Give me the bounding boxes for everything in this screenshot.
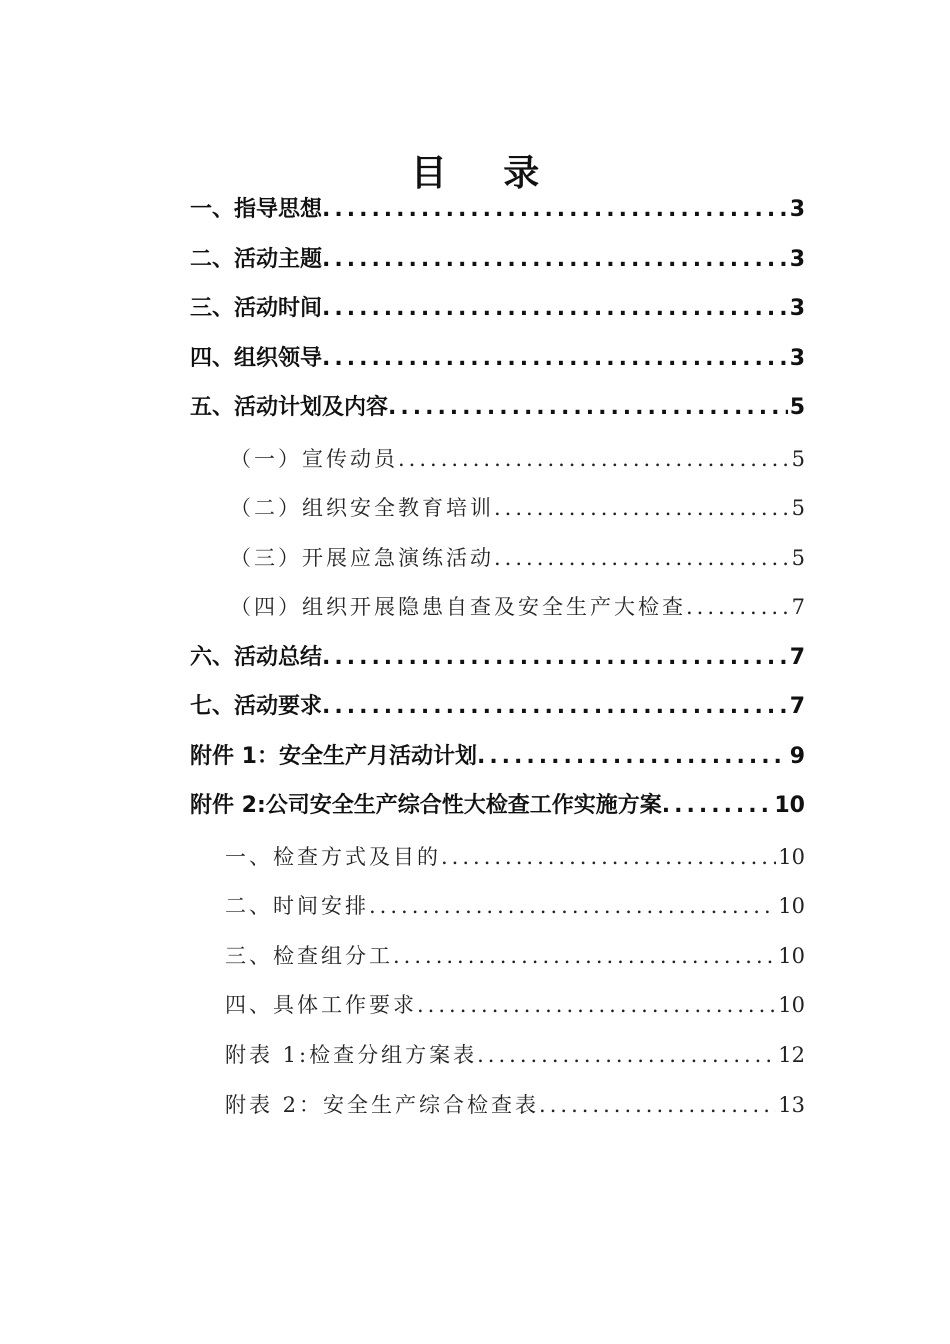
toc-entry-label: 附件 2:公司安全生产综合性大检查工作实施方案 <box>190 793 662 818</box>
toc-dot-leader <box>322 243 788 277</box>
toc-entry-inspection-method[interactable] <box>225 840 805 874</box>
toc-entry-label: （二）组织安全教育培训 <box>230 496 494 520</box>
toc-entry-label: 二、时间安排 <box>225 894 369 918</box>
toc-entry-label: 五、活动计划及内容 <box>190 395 389 420</box>
toc-dot-leader <box>477 740 788 774</box>
toc-entry-label: 一、指导思想 <box>190 197 323 222</box>
toc-dot-leader <box>398 442 790 476</box>
toc-dot-leader <box>494 491 790 525</box>
toc-page-number: 7 <box>789 694 805 719</box>
toc-page-number: 7 <box>789 645 805 670</box>
toc-page-number: 3 <box>789 346 805 371</box>
toc-entry-activity-summary[interactable] <box>190 641 805 675</box>
toc-page-number: 10 <box>778 894 805 918</box>
toc-dot-leader <box>322 292 788 326</box>
toc-entry-label: （三）开展应急演练活动 <box>230 546 494 570</box>
toc-entry-publicity-mobilization[interactable] <box>230 442 805 476</box>
toc-entry-activity-time[interactable] <box>190 292 805 326</box>
toc-entry-label: 一、检查方式及目的 <box>225 845 441 869</box>
page-title: 目 录 <box>410 153 562 195</box>
toc-entry-attachment-2[interactable] <box>190 789 805 823</box>
toc-entry-organization-leadership[interactable] <box>190 342 805 376</box>
toc-entry-activity-theme[interactable] <box>190 243 805 277</box>
toc-page-number: 10 <box>778 944 805 968</box>
toc-dot-leader <box>477 1038 776 1072</box>
toc-page-number: 3 <box>789 247 805 272</box>
toc-entry-label: 附件 1：安全生产月活动计划 <box>190 744 477 769</box>
toc-entry-activity-requirements[interactable] <box>190 690 805 724</box>
toc-page-number: 10 <box>778 845 805 869</box>
toc-dot-leader <box>686 590 790 624</box>
toc-entry-schedule-table-1[interactable] <box>225 1038 805 1072</box>
toc-page-number: 5 <box>791 447 805 471</box>
toc-page-number: 5 <box>791 546 805 570</box>
toc-entry-label: （一）宣传动员 <box>230 447 398 471</box>
toc-page-number: 10 <box>774 793 805 818</box>
toc-dot-leader <box>322 342 788 376</box>
toc-page-number: 9 <box>789 744 805 769</box>
toc-entry-label: （四）组织开展隐患自查及安全生产大检查 <box>230 595 686 619</box>
toc-dot-leader <box>539 1088 776 1122</box>
toc-dot-leader <box>369 889 776 923</box>
toc-page-number: 5 <box>791 496 805 520</box>
toc-entry-label: 附表 2：安全生产综合检查表 <box>225 1093 540 1117</box>
toc-page-number: 13 <box>778 1093 805 1117</box>
toc-page-number: 7 <box>791 595 805 619</box>
toc-entry-label: 四、具体工作要求 <box>225 993 417 1017</box>
toc-entry-schedule-table-2[interactable] <box>225 1088 805 1122</box>
toc-page-number: 3 <box>789 296 805 321</box>
toc-dot-leader <box>322 193 788 227</box>
toc-entry-emergency-drills[interactable] <box>230 541 805 575</box>
toc-dot-leader <box>322 690 788 724</box>
toc-page-number: 5 <box>789 395 805 420</box>
toc-dot-leader <box>441 840 776 874</box>
toc-dot-leader <box>322 641 788 675</box>
toc-dot-leader <box>388 391 788 425</box>
toc-entry-safety-training[interactable] <box>230 491 805 525</box>
toc-entry-label: 六、活动总结 <box>190 645 323 670</box>
toc-entry-work-requirements[interactable] <box>225 988 805 1022</box>
toc-entry-label: 附表 1:检查分组方案表 <box>225 1043 478 1067</box>
toc-dot-leader <box>662 789 773 823</box>
toc-entry-label: 三、检查组分工 <box>225 944 393 968</box>
toc-page-number: 10 <box>778 993 805 1017</box>
toc-entry-guiding-ideology[interactable] <box>190 193 805 227</box>
toc-entry-activity-plan[interactable] <box>190 391 805 425</box>
toc-page-number: 12 <box>778 1043 805 1067</box>
toc-dot-leader <box>494 541 790 575</box>
toc-entry-label: 二、活动主题 <box>190 247 323 272</box>
toc-dot-leader <box>417 988 776 1022</box>
toc-entry-label: 四、组织领导 <box>190 346 323 371</box>
toc-dot-leader <box>393 939 776 973</box>
toc-page-number: 3 <box>789 197 805 222</box>
toc-entry-label: 七、活动要求 <box>190 694 323 719</box>
toc-entry-hazard-inspection[interactable] <box>230 590 805 624</box>
toc-entry-schedule[interactable] <box>225 889 805 923</box>
toc-entry-attachment-1[interactable] <box>190 740 805 774</box>
toc-entry-team-division[interactable] <box>225 939 805 973</box>
toc-entry-label: 三、活动时间 <box>190 296 323 321</box>
